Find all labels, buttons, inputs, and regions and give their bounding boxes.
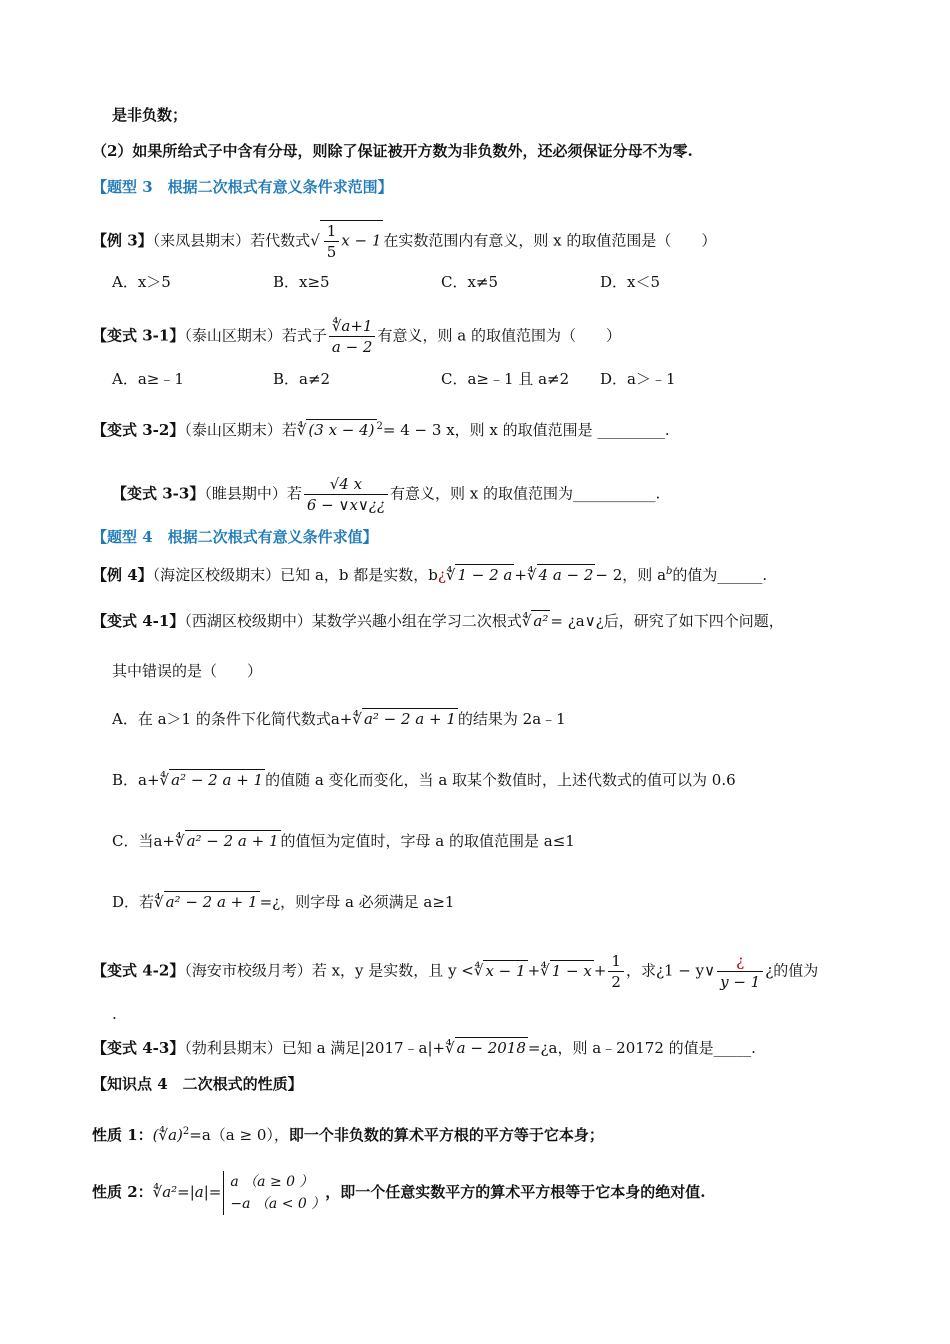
variant-4-2: 【变式 4-2】（海安市校级月考）若 x，y 是实数，且 y <∜ x − 1 +∜ 1 − x + $\frac{1}{2}$ ，求¿1 − y∨ $\frac{¿}{y - 1}$ ¿的值为	[92, 952, 819, 991]
variant-tag: 【变式 3-2】	[92, 421, 185, 439]
variant-3-2: 【变式 3-2】（泰山区期末）若∜ (3 x − 4) $^2$= 4 − 3 x，则 x 的取值范围是 _________.	[92, 421, 670, 439]
example-tag: 【例 4】	[92, 566, 153, 584]
operator: +	[514, 566, 527, 584]
case-2: −a （a < 0 ）	[230, 1196, 326, 1212]
case-1: a （a ≥ 0 ）	[230, 1174, 314, 1190]
radicand-rest: x − 1	[341, 231, 382, 250]
radicand: (3 x − 4)	[308, 421, 375, 439]
section-heading: 【题型 4 根据二次根式有意义条件求值】	[92, 528, 378, 546]
radicand: x − 1	[485, 961, 526, 980]
variant-tag: 【变式 3-1】	[92, 326, 185, 345]
property-text: 即一个非负数的算术平方根的平方等于它本身；	[288, 1126, 604, 1144]
frac-den: 6 − ∨x∨¿¿	[306, 496, 385, 514]
frac-num: ¿	[717, 951, 763, 972]
fraction	[304, 474, 388, 515]
option-A: A．在 a＞1 的条件下化简代数式a+∜ a² − 2 a + 1 的结果为 2a﹣1	[112, 710, 566, 728]
property-label: 性质 2：	[92, 1183, 153, 1201]
fraction	[608, 951, 624, 992]
option-text: =¿，则字母 a 必须满足 a≥1	[259, 893, 455, 911]
source: （海安市校级月考）若 x，y 是实数，且 y <	[184, 961, 474, 980]
option-text: 的结果为 2a﹣1	[457, 710, 566, 728]
exponent: b	[666, 566, 673, 577]
radicand: a² − 2 a + 1	[186, 832, 279, 850]
source: （泰山区期末）若式子	[184, 326, 327, 345]
option-B: B．a≠2	[273, 370, 331, 388]
formula: =a（a ≥ 0），	[189, 1126, 289, 1144]
example-4: 【例 4】（海淀区校级期末）已知 a，b 都是实数，b¿∜ 1 − 2 a +∜ 4 a − 2 − 2，则 $a^b$的值为______.	[92, 566, 768, 584]
piecewise-cases	[223, 1171, 325, 1215]
property-1	[92, 1121, 604, 1146]
option-D: D．a＞﹣1	[600, 370, 676, 388]
formula: (∜a)	[152, 1126, 183, 1144]
source: （泰山区期末）若	[184, 421, 297, 439]
option-D: D．x＜5	[600, 273, 661, 291]
blank-dot: .	[112, 1005, 117, 1023]
text-line: （2）如果所给式子中含有分母，则除了保证被开方数为非负数外，还必须保证分母不为零.	[92, 142, 693, 160]
formula: ∜a²=|a|=	[152, 1183, 222, 1201]
radicand: a² − 2 a + 1	[165, 893, 258, 911]
question-end: ¿的值为	[765, 961, 819, 980]
option-B: B．a+∜ a² − 2 a + 1 的值随 a 变化而变化，当 a 取某个数值时，上述代数式的值可以为 0.6	[112, 771, 736, 789]
radicand: 1 − 2 a	[457, 566, 513, 584]
frac-den: a − 2	[331, 338, 373, 356]
question-text: 在实数范围内有意义，则 x 的取值范围是（ ）	[383, 231, 717, 250]
example-3: 【例 3】（来凤县期末）若代数式√ $\frac{1}{5}$ x − 1 在实数范围内有意义，则 x 的取值范围是（ ）	[92, 222, 717, 261]
option-text: A．在 a＞1 的条件下化简代数式a+	[112, 710, 353, 728]
glyph: ¿	[437, 566, 446, 584]
property-label: 性质 1：	[92, 1126, 153, 1144]
frac-den: 2	[611, 973, 621, 991]
frac-num: ∜a+1	[329, 316, 376, 337]
option-B: B．x≥5	[273, 273, 330, 291]
option-text: D．若	[112, 893, 155, 911]
question-text: ，求¿1 − y∨	[625, 961, 716, 980]
example-tag: 【例 3】	[92, 231, 153, 250]
fraction	[717, 951, 763, 992]
question-text: − 2，则 a	[595, 566, 667, 584]
variant-4-1: 【变式 4-1】（西湖区校级期中）某数学兴趣小组在学习二次根式∜ a² = ¿a∨¿后，研究了如下四个问题，	[92, 612, 784, 630]
fraction	[324, 221, 340, 262]
variant-tag: 【变式 3-3】	[112, 484, 205, 503]
question-text: 有意义，则 x 的取值范围为___________.	[390, 484, 661, 503]
knowledge-heading: 【知识点 4 二次根式的性质】	[92, 1075, 303, 1093]
variant-3-1	[92, 316, 621, 357]
fraction	[329, 316, 376, 357]
radicand: a − 2018	[456, 1039, 526, 1057]
radicand	[320, 220, 384, 262]
source: （来凤县期末）若代数式	[152, 231, 311, 250]
question-text: = 4 − 3 x，则 x 的取值范围是 _________.	[382, 421, 670, 439]
frac-num: 1	[324, 221, 340, 242]
operator: +	[593, 961, 607, 980]
option-C: C．a≥﹣1 且 a≠2	[441, 370, 570, 388]
exponent: 2	[376, 421, 383, 432]
option-D: D．若∜ a² − 2 a + 1 =¿，则字母 a 必须满足 a≥1	[112, 893, 455, 911]
frac-den: 5	[326, 243, 337, 261]
variant-tag: 【变式 4-1】	[92, 612, 185, 630]
question-line: 其中错误的是（ ）	[112, 662, 263, 680]
variant-tag: 【变式 4-3】	[92, 1039, 185, 1057]
variant-4-3: 【变式 4-3】（勃利县期末）已知 a 满足|2017﹣a|+∜ a − 2018 =¿a，则 a﹣20172 的值是_____.	[92, 1039, 756, 1057]
option-C: C．当a+∜ a² − 2 a + 1 的值恒为定值时，字母 a 的取值范围是 a≤1	[112, 832, 575, 850]
option-A: A．x＞5	[112, 273, 171, 291]
radicand: 4 a − 2	[538, 566, 594, 584]
option-text: 的值恒为定值时，字母 a 的取值范围是 a≤1	[280, 832, 575, 850]
radicand: 1 − x	[551, 961, 592, 980]
frac-num: 1	[608, 951, 624, 972]
option-C: C．x≠5	[441, 273, 499, 291]
variant-3-3	[112, 474, 660, 515]
option-text: 的值随 a 变化而变化，当 a 取某个数值时，上述代数式的值可以为 0.6	[265, 771, 736, 789]
radicand: a² − 2 a + 1	[171, 771, 264, 789]
source: （勃利县期末）已知 a 满足|2017﹣a|+	[184, 1039, 446, 1057]
source: （睢县期中）若	[204, 484, 302, 503]
operator: +	[527, 961, 541, 980]
source: （西湖区校级期中）某数学兴趣小组在学习二次根式	[184, 612, 522, 630]
question-text: =¿a，则 a﹣20172 的值是_____.	[527, 1039, 756, 1057]
variant-tag: 【变式 4-2】	[92, 961, 185, 980]
text-line: 是非负数；	[112, 106, 188, 124]
frac-den: y − 1	[720, 973, 761, 991]
question-end: 的值为______.	[672, 566, 768, 584]
property-text: ，即一个任意实数平方的算术平方根等于它本身的绝对值.	[325, 1183, 706, 1201]
section-heading: 【题型 3 根据二次根式有意义条件求范围】	[92, 178, 393, 196]
exponent: 2	[182, 1126, 190, 1137]
radicand: a² − 2 a + 1	[363, 710, 456, 728]
property-2	[92, 1168, 705, 1216]
question-text: 有意义，则 a 的取值范围为（ ）	[377, 326, 621, 345]
radicand: a²	[533, 612, 549, 630]
frac-num: √4 x	[304, 474, 388, 495]
source: （海淀区校级期末）已知 a，b 都是实数，b	[152, 566, 438, 584]
question-text: = ¿a∨¿后，研究了如下四个问题，	[550, 612, 784, 630]
option-text: C．当a+	[112, 832, 175, 850]
option-text: B．a+	[112, 771, 160, 789]
option-A: A．a≥﹣1	[112, 370, 184, 388]
